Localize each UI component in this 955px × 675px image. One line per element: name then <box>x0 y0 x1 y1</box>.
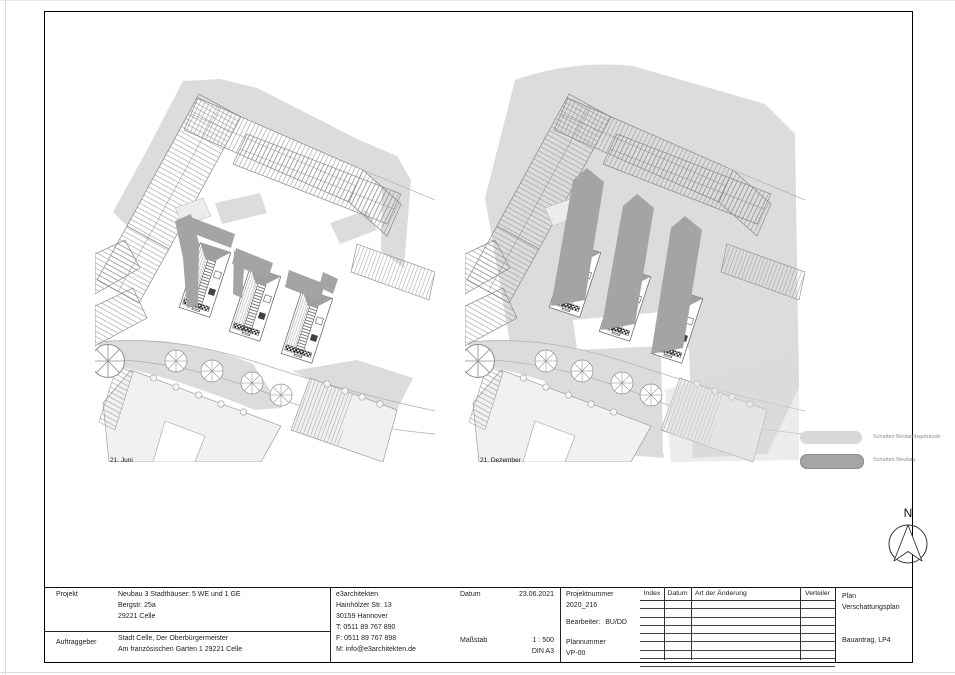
revision-row <box>640 601 835 609</box>
legend-swatch-neubau <box>800 454 864 469</box>
titleblock-divider-3 <box>835 587 836 663</box>
datum-label: Datum <box>460 591 481 598</box>
projekt-line-3: 29221 Celle <box>118 613 156 620</box>
revision-row <box>640 609 835 617</box>
north-arrow <box>884 502 932 572</box>
legend-label-bestand: Schatten Bestandsgebäude <box>873 434 941 440</box>
revision-divider <box>691 587 692 660</box>
legend-swatch-bestand <box>800 431 862 444</box>
auftraggeber-line-1: Stadt Celle, Der Oberbürgermeister <box>118 635 229 642</box>
revision-col-datum: Datum <box>667 590 688 597</box>
plan-label-december: 21. Dezember <box>480 457 521 464</box>
revision-col-verteiler: Verteiler <box>805 590 830 597</box>
projekt-line-2: Bergstr. 25a <box>118 602 156 609</box>
titleblock-row-divider <box>44 631 330 632</box>
revision-row <box>640 626 835 634</box>
bearbeiter-value: BU/DD <box>605 619 627 626</box>
revision-row <box>640 651 835 659</box>
projektnummer-value: 2020_216 <box>566 602 598 609</box>
architect-line-5: F: 0511 89 767 898 <box>336 635 397 642</box>
auftraggeber-line-2: Am französischen Garten 1 29221 Celle <box>118 646 243 653</box>
projekt-line-1: Neubau 3 Stadthäuser: 5 WE und 1 GE <box>118 591 241 598</box>
revision-row <box>640 642 835 650</box>
architect-line-2: Hainhölzer Str. 13 <box>336 602 392 609</box>
revision-divider <box>800 587 801 660</box>
revision-divider <box>664 587 665 660</box>
titleblock-divider-1 <box>330 587 331 663</box>
revision-row <box>640 659 835 667</box>
plan-type-label: Plan <box>842 593 857 600</box>
architect-line-1: e3architekten <box>336 591 379 598</box>
revision-table <box>640 587 835 660</box>
north-label: N <box>903 506 913 520</box>
legend-label-neubau: Schatten Neubau <box>873 457 916 463</box>
page-edge-top <box>0 0 955 1</box>
bearbeiter-row <box>566 618 627 629</box>
auftraggeber-label: Auftraggeber <box>56 639 97 646</box>
plan-name: Verschattungsplan <box>842 604 900 611</box>
plan-phase: Bauantrag, LP4 <box>842 637 891 644</box>
massstab-value: 1 : 500 <box>532 637 554 644</box>
plan-label-june: 21. Juni <box>110 457 133 464</box>
revision-col-art: Art der Änderung <box>695 590 747 597</box>
projektnummer-label: Projektnummer <box>566 591 614 598</box>
plannummer-value: VP-00 <box>566 650 586 657</box>
revision-col-index: Index <box>643 590 661 597</box>
architect-line-6: M: info@e3architekten.de <box>336 646 416 653</box>
page-edge-left <box>5 0 6 675</box>
massstab-label: Maßstab <box>460 637 488 644</box>
format-value: DIN A3 <box>531 648 554 655</box>
architect-line-4: T: 0511 89 767 890 <box>336 624 396 631</box>
datum-value: 23.06.2021 <box>518 591 554 598</box>
site-plan-june <box>95 58 435 462</box>
revision-row <box>640 618 835 626</box>
plannummer-label: Plannummer <box>566 639 606 646</box>
page-edge-bottom <box>0 672 955 673</box>
bearbeiter-label: Bearbeiter: <box>566 619 601 626</box>
revision-table-header <box>640 587 835 601</box>
titleblock-divider-2 <box>560 587 561 663</box>
site-plan-december <box>465 58 805 462</box>
projekt-label: Projekt <box>56 591 78 598</box>
revision-row <box>640 634 835 642</box>
architect-line-3: 30159 Hannover <box>336 613 388 620</box>
